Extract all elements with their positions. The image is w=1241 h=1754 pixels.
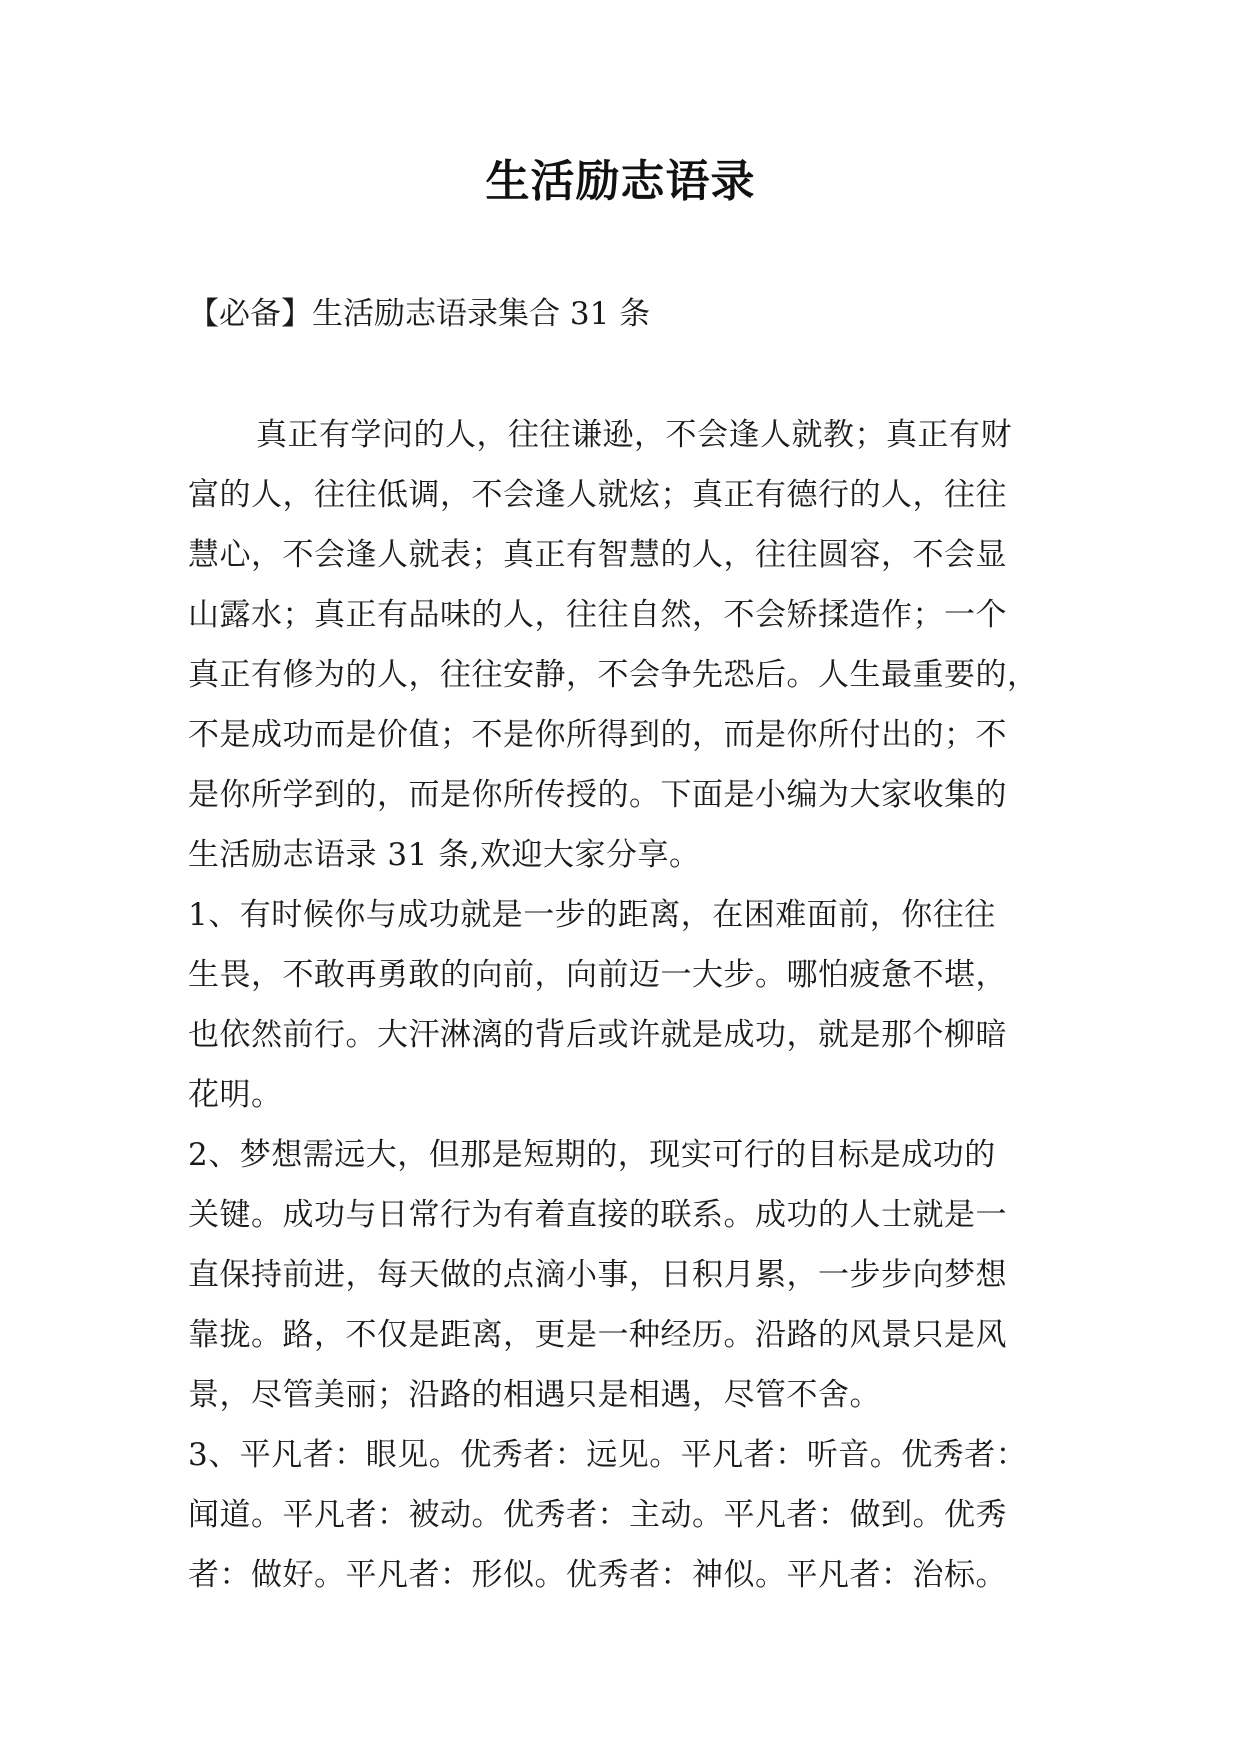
document-subtitle: 【必备】生活励志语录集合 31 条 <box>188 296 651 332</box>
quote-item-1-line: 花明。 <box>188 1077 283 1113</box>
quote-item-1-line: 也依然前行。大汗淋漓的背后或许就是成功，就是那个柳暗 <box>188 1017 1007 1053</box>
intro-line: 是你所学到的，而是你所传授的。下面是小编为大家收集的 <box>188 777 1007 813</box>
quote-item-3-line: 者：做好。平凡者：形似。优秀者：神似。平凡者：治标。 <box>188 1557 1007 1593</box>
intro-line: 真正有修为的人，往往安静，不会争先恐后。人生最重要的， <box>188 657 1039 693</box>
intro-line: 山露水；真正有品味的人，往往自然，不会矫揉造作；一个 <box>188 597 1007 633</box>
quote-item-3-line: 闻道。平凡者：被动。优秀者：主动。平凡者：做到。优秀 <box>188 1497 1007 1533</box>
quote-item-2-line: 2、梦想需远大，但那是短期的，现实可行的目标是成功的 <box>188 1137 996 1173</box>
quote-item-2-line: 景，尽管美丽；沿路的相遇只是相遇，尽管不舍。 <box>188 1377 881 1413</box>
document-title: 生活励志语录 <box>485 156 756 207</box>
quote-item-3-line: 3、平凡者：眼见。优秀者：远见。平凡者：听音。优秀者： <box>188 1437 1028 1473</box>
intro-line: 生活励志语录 31 条,欢迎大家分享。 <box>188 837 701 873</box>
quote-item-1-line: 1、有时候你与成功就是一步的距离，在困难面前，你往往 <box>188 897 996 933</box>
intro-line: 慧心，不会逢人就表；真正有智慧的人，往往圆容，不会显 <box>188 537 1007 573</box>
quote-item-1-line: 生畏，不敢再勇敢的向前，向前迈一大步。哪怕疲惫不堪， <box>188 957 1007 993</box>
intro-line: 真正有学问的人，往往谦逊，不会逢人就教；真正有财 <box>256 417 1012 453</box>
intro-line: 富的人，往往低调，不会逢人就炫；真正有德行的人，往往 <box>188 477 1007 513</box>
quote-item-2-line: 直保持前进，每天做的点滴小事，日积月累，一步步向梦想 <box>188 1257 1007 1293</box>
document-body <box>188 405 1068 1605</box>
quote-item-2-line: 靠拢。路，不仅是距离，更是一种经历。沿路的风景只是风 <box>188 1317 1007 1353</box>
quote-item-2-line: 关键。成功与日常行为有着直接的联系。成功的人士就是一 <box>188 1197 1007 1233</box>
intro-line: 不是成功而是价值；不是你所得到的，而是你所付出的；不 <box>188 717 1007 753</box>
